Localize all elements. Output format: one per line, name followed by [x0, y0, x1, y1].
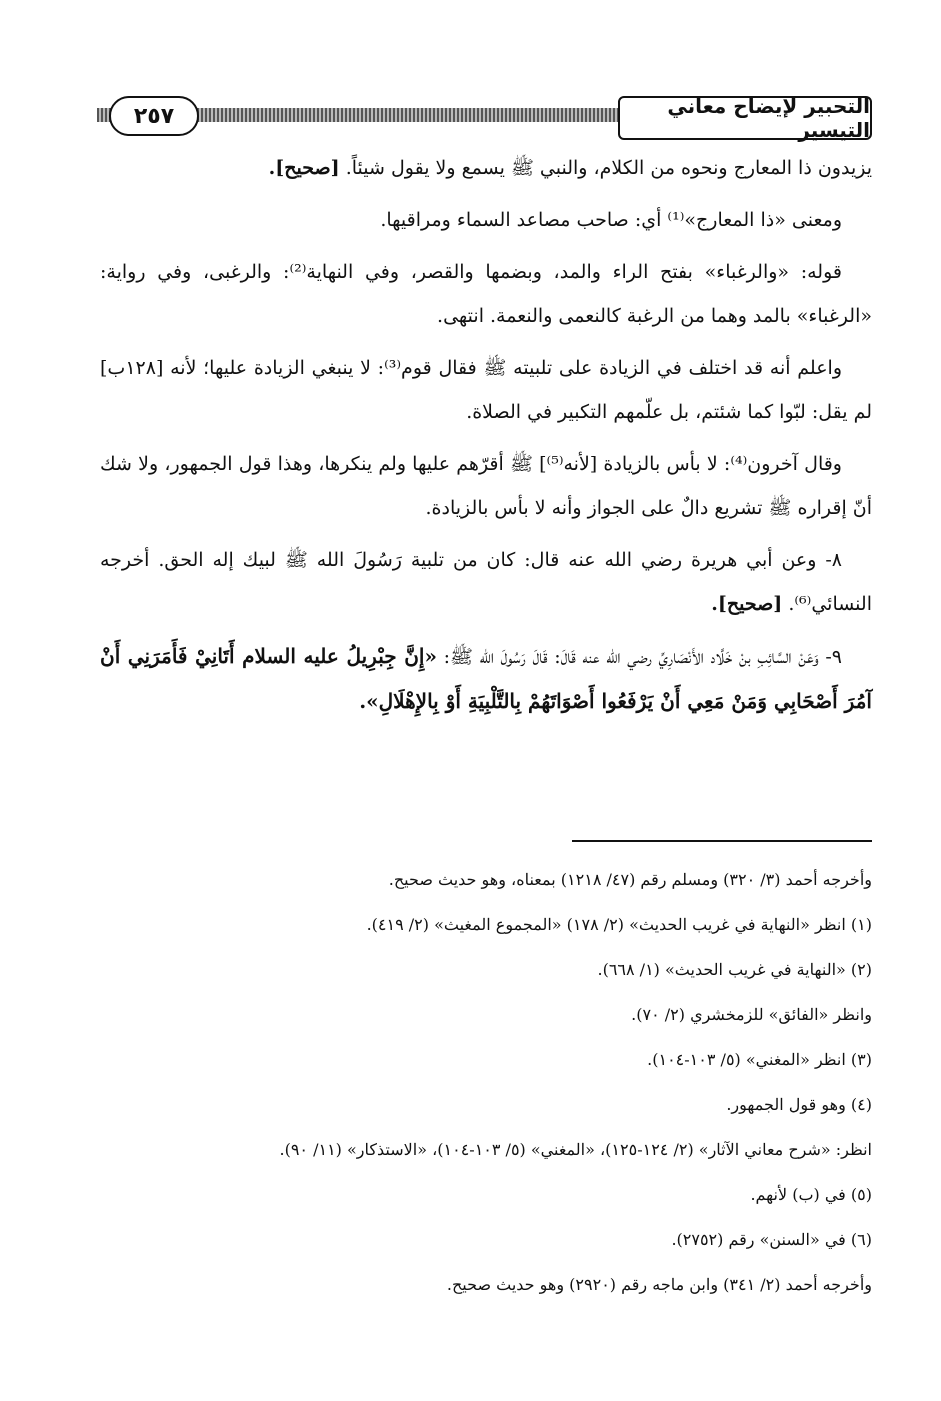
grade-label: [صحيح].: [268, 157, 340, 179]
footnote-divider: [572, 840, 872, 842]
footnotes: [100, 866, 872, 1299]
footnote: انظر: «شرح معاني الآثار» (٢/ ١٢٤-١٢٥)، «المغني» (٥/ ١٠٣-١٠٤)، «الاستذكار» (١١/ ٩٠).: [279, 1140, 872, 1159]
paragraph-4: واعلم أنه قد اختلف في الزيادة على تلبيته ﷺ فقال قوم⁽³⁾: لا ينبغي الزيادة عليها؛ لأنه [١٢٨ب] لم يقل: لبّوا كما شئتم، بل علّمهم التكبير في الصلاة.: [100, 357, 872, 423]
main-text: [100, 146, 872, 732]
hadith-9-quote: «إِنَّ جِبْرِيلُ عليه السلام أَتَانِيْ فَأَمَرَنِي أَنْ آمُرَ أَصْحَابِي وَمَنْ مَعِي أَنْ يَرْفَعُوا أَصْوَاتَهُمْ بِالتَّلْبِيَةِ أَوْ بِالإِهْلَالِ».: [100, 644, 872, 713]
paragraph-1-text: يزيدون ذا المعارج ونحوه من الكلام، والنبي ﷺ يسمع ولا يقول شيئاً.: [345, 157, 872, 179]
footnote: (٢) «النهاية في غريب الحديث» (١/ ٦٦٨).: [597, 960, 872, 979]
paragraph-3: قوله: «والرغباء» بفتح الراء والمد، وبضمها والقصر، وفي النهاية⁽²⁾: والرغبى، وفي رواية: «الرغباء» بالمد وهما من الرغبة كالنعمى والنعمة. انتهى.: [100, 261, 872, 327]
footnote: (١) انظر «النهاية في غريب الحديث» (٢/ ١٧٨) «المجموع المغيث» (٢/ ٤١٩).: [366, 915, 872, 934]
paragraph-1: [100, 146, 872, 190]
footnote: (٦) في «السنن» رقم (٢٧٥٢).: [671, 1230, 872, 1249]
footnote: وأخرجه أحمد (٢/ ٣٤١) وابن ماجه رقم (٢٩٢٠) وهو حديث صحيح.: [446, 1275, 872, 1294]
footnote: (٣) انظر «المغني» (٥/ ١٠٣-١٠٤).: [647, 1050, 872, 1069]
footnote: (٥) في (ب) لأنهم.: [750, 1185, 872, 1204]
paragraph-5: وقال آخرون⁽⁴⁾: لا بأس بالزيادة [لأنه⁽⁵⁾] ﷺ أقرّهم عليها ولم ينكرها، وهذا قول الجمهور، ولا شك أنّ إقراره ﷺ تشريع دالٌ على الجواز وأنه لا بأس بالزيادة.: [100, 453, 872, 519]
footnote: (٤) وهو قول الجمهور.: [726, 1095, 872, 1114]
page-number: ٢٥٧: [109, 96, 199, 136]
paragraph-2: ومعنى «ذا المعارج»⁽¹⁾ أي: صاحب مصاعد السماء ومراقيها.: [380, 209, 842, 231]
running-title: التحبير لإيضاح معاني التيسير: [618, 96, 872, 140]
hadith-9: [100, 634, 872, 724]
footnote: وانظر «الفائق» للزمخشري (٢/ ٧٠).: [631, 1005, 872, 1024]
hadith-8-text: ٨- وعن أبي هريرة رضي الله عنه قال: كان من تلبية رَسُولَ الله ﷺ لبيك إله الحق. أخرجه النسائي⁽⁶⁾.: [100, 549, 872, 615]
hadith-8: [100, 538, 872, 626]
running-header: [97, 96, 872, 140]
hadith-9-chain: ٩- وَعَنْ السَّائِبِ بنْ خَلَّاد الأَنْصَارِيِّ رضي الله عنه قَالَ: قَالَ رَسُولَ الله ﷺ:: [443, 646, 843, 668]
footnote: وأخرجه أحمد (٣/ ٣٢٠) ومسلم رقم (٤٧/ ١٢١٨) بمعناه، وهو حديث صحيح.: [388, 870, 872, 889]
grade-label: [صحيح].: [711, 593, 783, 615]
